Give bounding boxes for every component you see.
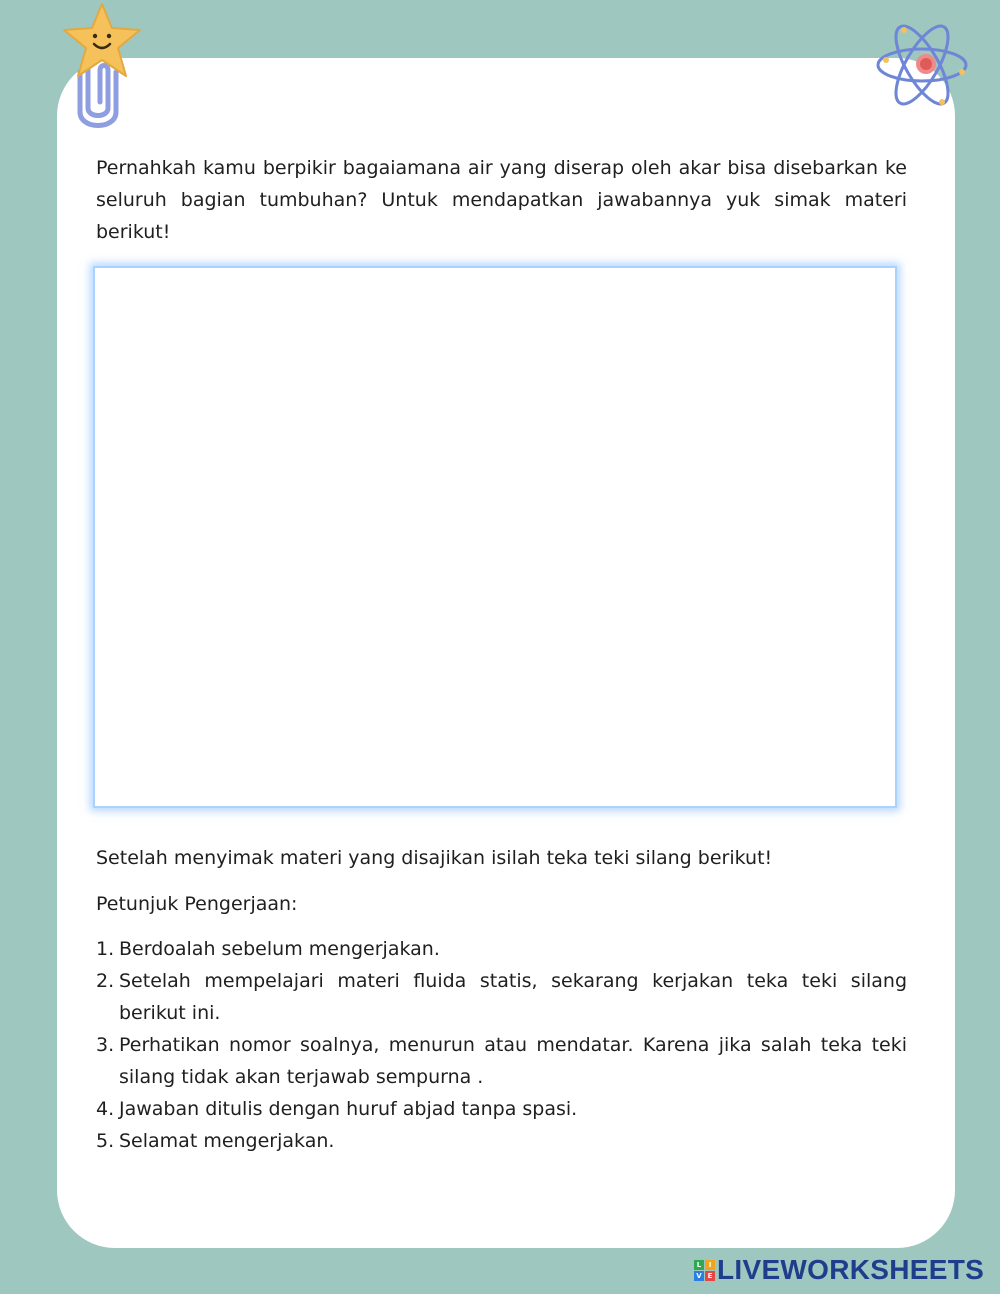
instructions-title: Petunjuk Pengerjaan: (96, 893, 298, 915)
logo-grid-icon (694, 1260, 715, 1281)
step-text: Jawaban ditulis dengan huruf abjad tanpa spasi. (119, 1098, 578, 1120)
smiling-star-icon (58, 0, 146, 82)
step-text: Selamat mengerjakan. (119, 1130, 335, 1152)
brand-name: LIVEWORKSHEETS (717, 1254, 985, 1285)
intro-paragraph: Pernahkah kamu berpikir bagaiamana air yang diserap oleh akar bisa disebarkan ke seluruh bagian tumbuhan? Untuk mendapatkan jawabannya yuk simak materi berikut! (96, 157, 907, 243)
step-number: 5. (96, 1130, 115, 1152)
step-text: Setelah mempelajari materi fluida statis, sekarang kerjakan teka teki silang berikut ini. (119, 970, 907, 1024)
step-text: Perhatikan nomor soalnya, menurun atau mendatar. Karena jika salah teka teki silang tidak akan terjawab sempurna . (119, 1034, 907, 1088)
list-item (96, 965, 907, 1029)
step-number: 4. (96, 1098, 115, 1120)
step-text: Berdoalah sebelum mengerjakan. (119, 938, 440, 960)
instructions-list (96, 933, 907, 1157)
list-item (96, 1125, 907, 1157)
crossword-prompt: Setelah menyimak materi yang disajikan isilah teka teki silang berikut! (96, 847, 773, 869)
logo-letter: L (694, 1260, 704, 1270)
step-number: 1. (96, 938, 115, 960)
list-item (96, 933, 907, 965)
logo-letter: V (694, 1271, 704, 1281)
logo-letter: I (705, 1260, 715, 1270)
step-number: 3. (96, 1034, 115, 1056)
list-item (96, 1093, 907, 1125)
liveworksheets-logo[interactable] (694, 1254, 984, 1286)
list-item (96, 1029, 907, 1093)
step-number: 2. (96, 970, 115, 992)
logo-letter: E (705, 1271, 715, 1281)
material-video-frame[interactable] (93, 266, 897, 808)
atom-icon (874, 20, 970, 110)
